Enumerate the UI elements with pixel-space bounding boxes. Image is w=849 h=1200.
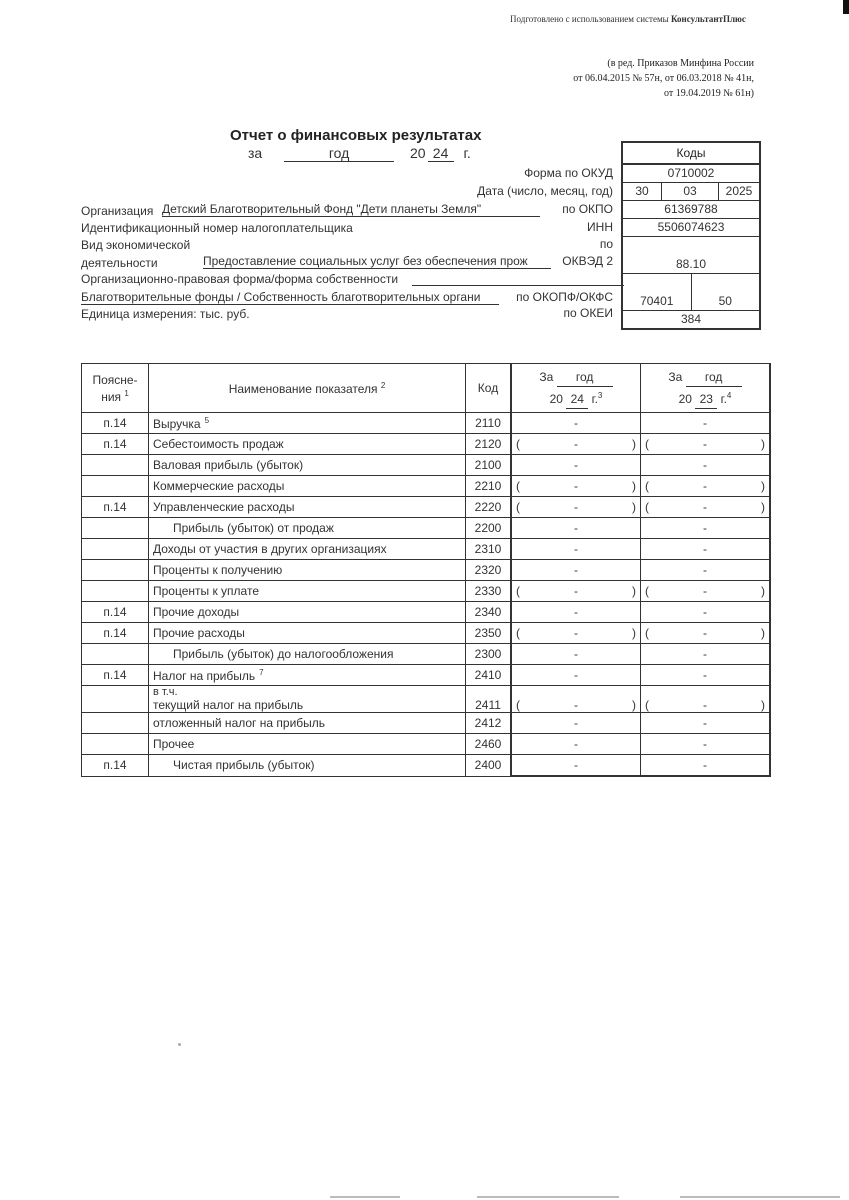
edition-note	[434, 56, 754, 101]
close-paren: )	[761, 584, 765, 598]
value: -	[703, 500, 707, 514]
row-current-value: -	[511, 734, 641, 755]
row-code: 2460	[466, 734, 512, 755]
prev-period: год	[686, 368, 742, 387]
row-name: Проценты к получению	[153, 563, 283, 577]
row-previous-value: -	[641, 665, 771, 686]
value: -	[703, 437, 707, 451]
table-header-row	[82, 364, 771, 413]
row-current-value: -	[511, 713, 641, 734]
row-note: п.14	[82, 755, 149, 777]
cur-prefix: 20	[549, 391, 563, 406]
scan-bottom-edge	[680, 1196, 840, 1198]
row-name: Прочие расходы	[153, 626, 245, 640]
prev-prefix: 20	[678, 391, 692, 406]
row-previous-value: -	[641, 602, 771, 623]
okved-po-label: по	[599, 237, 613, 251]
okud-code: 0710002	[667, 166, 715, 180]
consultant-brand: КонсультантПлюс	[670, 14, 746, 24]
legal-form-label: Организационно-правовая форма/форма собственности	[81, 272, 399, 286]
col-header-previous-year	[641, 364, 771, 413]
row-previous-value: -	[641, 755, 771, 777]
close-paren: )	[632, 698, 636, 712]
row-name-cell	[149, 644, 466, 665]
row-name: Налог на прибыль	[153, 668, 256, 683]
edition-line: от 06.04.2015 № 57н, от 06.03.2018 № 41н,	[573, 73, 754, 84]
okopf-code: 70401	[640, 294, 674, 308]
row-name-cell	[149, 497, 466, 518]
row-current-value	[511, 581, 641, 602]
row-name: Валовая прибыль (убыток)	[153, 458, 304, 472]
row-current-value: -	[511, 755, 641, 777]
row-name-cell	[149, 686, 466, 713]
row-current-value	[511, 623, 641, 644]
col-header-notes	[82, 364, 149, 413]
cur-year: 24	[566, 390, 588, 409]
row-name-cell	[149, 413, 466, 434]
cur-za: За	[539, 369, 554, 384]
row-name-cell	[149, 602, 466, 623]
okpo-code: 61369788	[664, 202, 718, 216]
okved-code: 88.10	[675, 257, 707, 271]
row-current-value: -	[511, 665, 641, 686]
row-previous-value: -	[641, 455, 771, 476]
table-row	[82, 560, 771, 581]
close-paren: )	[632, 479, 636, 493]
row-previous-value	[641, 581, 771, 602]
row-name: Доходы от участия в других организациях	[153, 542, 387, 556]
row-note	[82, 734, 149, 755]
value: -	[574, 698, 578, 712]
row-note: п.14	[82, 623, 149, 644]
row-previous-value: -	[641, 413, 771, 434]
row-previous-value: -	[641, 518, 771, 539]
row-name: отложенный налог на прибыль	[153, 716, 326, 730]
row-note: п.14	[82, 434, 149, 455]
row-name: Выручка	[153, 416, 201, 431]
period-for-label: за	[248, 145, 263, 161]
okopf-label: по ОКОПФ/ОКФС	[516, 290, 613, 304]
row-name-cell	[149, 755, 466, 777]
row-current-value	[511, 476, 641, 497]
row-name-cell	[149, 560, 466, 581]
row-name: Прибыль (убыток) до налогообложения	[173, 647, 394, 661]
prev-unit: г.	[720, 391, 727, 406]
row-code: 2350	[466, 623, 512, 644]
row-previous-value	[641, 476, 771, 497]
row-previous-value: -	[641, 644, 771, 665]
open-paren: (	[645, 479, 649, 493]
year-unit: г.	[463, 145, 471, 161]
open-paren: (	[645, 584, 649, 598]
codes-header: Коды	[623, 143, 759, 165]
legal-form-value: Благотворительные фонды / Собственность благотворительных органи	[81, 290, 499, 305]
report-period	[248, 145, 471, 162]
row-current-value: -	[511, 560, 641, 581]
row-name: Прочие доходы	[153, 605, 240, 619]
cur-period: год	[557, 368, 613, 387]
row-code: 2400	[466, 755, 512, 777]
scan-bottom-edge	[477, 1196, 619, 1198]
row-previous-value: -	[641, 734, 771, 755]
row-note	[82, 644, 149, 665]
row-current-value: -	[511, 518, 641, 539]
table-row	[82, 434, 771, 455]
row-note	[82, 518, 149, 539]
value: -	[703, 698, 707, 712]
row-previous-value	[641, 686, 771, 713]
year-suffix: 24	[428, 145, 454, 162]
open-paren: (	[516, 500, 520, 514]
consultant-note-text: Подготовлено с использованием системы	[510, 14, 671, 24]
period-word: год	[284, 145, 394, 162]
row-previous-value	[641, 623, 771, 644]
value: -	[703, 584, 707, 598]
row-name: Чистая прибыль (убыток)	[173, 758, 315, 773]
codes-box	[621, 141, 761, 330]
value: -	[574, 626, 578, 640]
activity-value: Предоставление социальных услуг без обеспечения прож	[203, 254, 551, 269]
row-previous-value: -	[641, 713, 771, 734]
row-current-value	[511, 686, 641, 713]
col-header-code: Код	[466, 364, 512, 413]
okei-label: по ОКЕИ	[563, 306, 613, 320]
table-row	[82, 455, 771, 476]
row-note: п.14	[82, 497, 149, 518]
year-prefix: 20	[410, 145, 426, 161]
value: -	[574, 437, 578, 451]
row-name-cell	[149, 713, 466, 734]
row-name-cell	[149, 518, 466, 539]
prev-year: 23	[695, 390, 717, 409]
row-name-cell	[149, 734, 466, 755]
row-current-value: -	[511, 539, 641, 560]
value: -	[703, 626, 707, 640]
open-paren: (	[516, 437, 520, 451]
value: -	[574, 584, 578, 598]
row-name-cell	[149, 581, 466, 602]
table-row	[82, 518, 771, 539]
close-paren: )	[761, 500, 765, 514]
footnote-ref: 2	[380, 380, 386, 390]
row-code: 2210	[466, 476, 512, 497]
table-row	[82, 713, 771, 734]
footnote-ref: 1	[124, 388, 129, 398]
okud-label: Форма по ОКУД	[524, 166, 613, 180]
table-row	[82, 644, 771, 665]
row-code: 2120	[466, 434, 512, 455]
activity-label-1: Вид экономической	[81, 238, 191, 252]
row-previous-value	[641, 434, 771, 455]
okei-code: 384	[680, 312, 702, 326]
okved-label: ОКВЭД 2	[562, 254, 613, 268]
close-paren: )	[632, 626, 636, 640]
table-row	[82, 755, 771, 777]
row-note	[82, 539, 149, 560]
open-paren: (	[645, 698, 649, 712]
table-body	[82, 413, 771, 777]
report-title: Отчет о финансовых результатах	[230, 127, 482, 144]
row-note	[82, 581, 149, 602]
row-note: п.14	[82, 413, 149, 434]
row-current-value	[511, 434, 641, 455]
table-row	[82, 476, 771, 497]
table-row	[82, 602, 771, 623]
open-paren: (	[516, 479, 520, 493]
consultant-note	[510, 14, 746, 24]
inn-code: 5506074623	[657, 220, 725, 234]
row-code: 2310	[466, 539, 512, 560]
open-paren: (	[516, 584, 520, 598]
row-code: 2220	[466, 497, 512, 518]
table-row	[82, 497, 771, 518]
open-paren: (	[645, 626, 649, 640]
row-code: 2412	[466, 713, 512, 734]
row-name-cell	[149, 476, 466, 497]
close-paren: )	[632, 437, 636, 451]
open-paren: (	[645, 437, 649, 451]
financial-results-table	[81, 363, 771, 777]
row-code: 2330	[466, 581, 512, 602]
okfs-code: 50	[691, 274, 760, 310]
unit-label: Единица измерения: тыс. руб.	[81, 307, 250, 321]
row-current-value: -	[511, 413, 641, 434]
name-header-text: Наименование показателя	[228, 381, 378, 396]
row-current-value: -	[511, 602, 641, 623]
notes-header-line2: ния	[101, 389, 122, 404]
close-paren: )	[632, 584, 636, 598]
footnote-ref: 7	[259, 667, 264, 677]
row-previous-value: -	[641, 560, 771, 581]
value: -	[703, 479, 707, 493]
row-note	[82, 686, 149, 713]
row-code: 2320	[466, 560, 512, 581]
open-paren: (	[516, 698, 520, 712]
table-row	[82, 539, 771, 560]
row-name-prefix: в т.ч.	[153, 686, 178, 698]
value: -	[574, 479, 578, 493]
row-name-cell	[149, 665, 466, 686]
col-header-current-year	[511, 364, 641, 413]
row-name: Себестоимость продаж	[153, 437, 284, 451]
row-name: Проценты к уплате	[153, 584, 259, 598]
organization-value: Детский Благотворительный Фонд "Дети планеты Земля"	[162, 202, 540, 217]
row-name-cell	[149, 434, 466, 455]
inn-label-long: Идентификационный номер налогоплательщика	[81, 221, 353, 235]
row-note	[82, 476, 149, 497]
scan-edge-mark	[843, 0, 849, 14]
organization-label: Организация	[81, 204, 154, 218]
table-row	[82, 413, 771, 434]
inn-label: ИНН	[587, 220, 613, 234]
notes-header-line1: Поясне-	[92, 372, 138, 387]
footnote-ref: 5	[204, 415, 210, 425]
row-name: Прибыль (убыток) от продаж	[173, 521, 334, 535]
edition-line: (в ред. Приказов Минфина России	[607, 58, 754, 69]
row-code: 2300	[466, 644, 512, 665]
row-name-cell	[149, 539, 466, 560]
open-paren: (	[516, 626, 520, 640]
row-current-value: -	[511, 644, 641, 665]
cur-unit: г.	[591, 391, 598, 406]
value: -	[574, 500, 578, 514]
open-paren: (	[645, 500, 649, 514]
scan-speck	[178, 1043, 181, 1046]
row-name: Коммерческие расходы	[153, 479, 285, 493]
edition-line: от 19.04.2019 № 61н)	[664, 88, 754, 99]
table-row	[82, 734, 771, 755]
row-note: п.14	[82, 665, 149, 686]
row-current-value	[511, 497, 641, 518]
row-code: 2411	[466, 686, 512, 713]
table-row	[82, 581, 771, 602]
row-note: п.14	[82, 602, 149, 623]
okpo-label: по ОКПО	[562, 202, 613, 216]
table-row	[82, 686, 771, 713]
close-paren: )	[632, 500, 636, 514]
table-row	[82, 665, 771, 686]
row-name-cell	[149, 455, 466, 476]
activity-label-2: деятельности	[81, 256, 158, 270]
row-name: текущий налог на прибыль	[153, 698, 304, 712]
row-previous-value: -	[641, 539, 771, 560]
date-month: 03	[661, 183, 718, 200]
close-paren: )	[761, 437, 765, 451]
close-paren: )	[761, 626, 765, 640]
row-name: Управленческие расходы	[153, 500, 295, 514]
row-code: 2410	[466, 665, 512, 686]
row-code: 2340	[466, 602, 512, 623]
col-header-name	[149, 364, 466, 413]
prev-za: За	[668, 369, 683, 384]
row-code: 2100	[466, 455, 512, 476]
footnote-ref: 4	[726, 390, 732, 400]
scan-bottom-edge	[330, 1196, 400, 1198]
table-row	[82, 623, 771, 644]
row-name: Прочее	[153, 737, 195, 751]
date-label: Дата (число, месяц, год)	[477, 184, 613, 198]
close-paren: )	[761, 698, 765, 712]
footnote-ref: 3	[597, 390, 603, 400]
date-year: 2025	[718, 183, 759, 200]
row-current-value: -	[511, 455, 641, 476]
row-note	[82, 713, 149, 734]
close-paren: )	[761, 479, 765, 493]
row-code: 2200	[466, 518, 512, 539]
row-name-cell	[149, 623, 466, 644]
row-note	[82, 560, 149, 581]
date-day: 30	[635, 184, 649, 198]
row-code: 2110	[466, 413, 512, 434]
legal-form-underline	[412, 285, 624, 286]
row-note	[82, 455, 149, 476]
row-previous-value	[641, 497, 771, 518]
